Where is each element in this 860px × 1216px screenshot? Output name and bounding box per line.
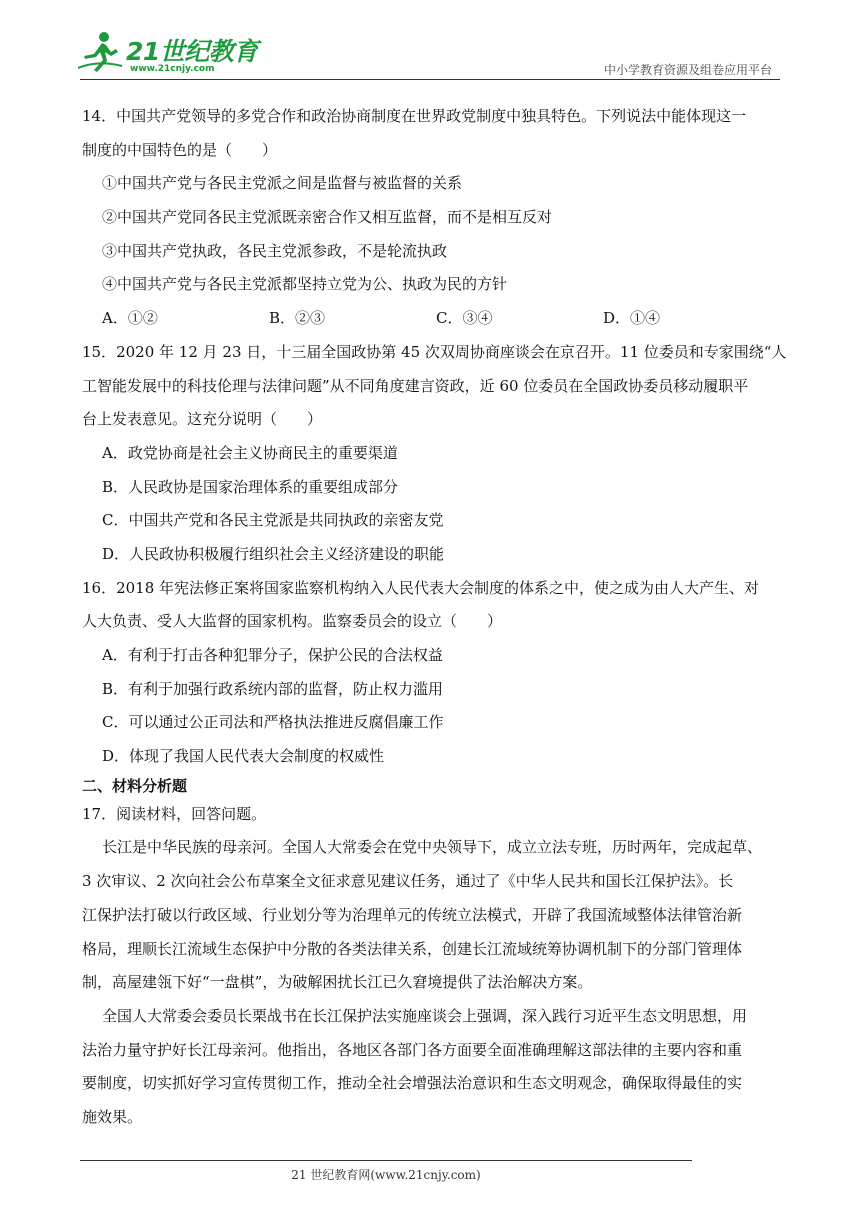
option-d: D．体现了我国人民代表大会制度的权威性 [102,747,385,766]
paragraph-line: 格局，理顺长江流域生态保护中分散的各类法律关系，创建长江流域统筹协调机制下的分部门管理体 [82,939,743,958]
header-divider [80,79,780,80]
paragraph-line: 要制度，切实抓好学习宣传贯彻工作，推动全社会增强法治意识和生态文明观念，确保取得最佳的实 [82,1074,743,1093]
runner-icon [78,30,124,74]
question-15 [82,336,787,572]
option-d: D．①④ [603,309,661,328]
option-b: B．人民政协是国家治理体系的重要组成部分 [102,477,399,496]
logo-text: 21世纪教育 [126,37,258,66]
material-paragraph-2 [82,1000,782,1135]
footer-divider [80,1160,692,1161]
option-c: C．中国共产党和各民主党派是共同执政的亲密友党 [102,511,444,530]
option-b: B．②③ [269,309,326,328]
answer-options [82,302,782,336]
logo-url: www.21cnjy.com [130,64,215,74]
page-header [0,0,860,80]
option-b: B．有利于加强行政系统内部的监督，防止权力滥用 [102,679,444,698]
question-stem: 人大负责、受人大监督的国家机构。监察委员会的设立（ ） [82,612,503,631]
paragraph-line: 长江是中华民族的母亲河。全国人大常委会在党中央领导下，成立立法专班，历时两年，完成起草、 [102,838,763,857]
statement-item: ④中国共产党与各民主党派都坚持立党为公、执政为民的方针 [102,275,508,294]
question-14 [82,100,782,336]
paragraph-line: 全国人大常委会委员长栗战书在长江保护法实施座谈会上强调，深入践行习近平生态文明思想，用 [102,1006,748,1025]
question-17-intro: 17．阅读材料，回答问题。 [82,804,267,823]
question-stem: 16．2018 年宪法修正案将国家监察机构纳入人民代表大会制度的体系之中，使之成为由人大产生、对 [82,578,760,597]
paragraph-line: 江保护法打破以行政区域、行业划分等为治理单元的传统立法模式，开辟了我国流域整体法律管治新 [82,905,743,924]
question-16 [82,572,782,774]
document-body [82,100,787,1135]
option-c: C．可以通过公正司法和严格执法推进反腐倡廉工作 [102,713,444,732]
paragraph-line: 3 次审议、2 次向社会公布草案全文征求意见建议任务，通过了《中华人民共和国长江保护法》。长 [82,872,734,891]
site-logo [78,30,268,78]
section-title: 二、材料分析题 [82,776,188,795]
question-stem: 工智能发展中的科技伦理与法律问题”从不同角度建言资政，近 60 位委员在全国政协委员移动履职平 [82,376,749,395]
statement-item: ③中国共产党执政，各民主党派参政，不是轮流执政 [102,241,448,260]
paragraph-line: 制，高屋建瓴下好“一盘棋”，为破解困扰长江已久窘境提供了法治解决方案。 [82,973,593,992]
paragraph-line: 法治力量守护好长江母亲河。他指出，各地区各部门各方面要全面准确理解这部法律的主要内容和重 [82,1040,743,1059]
question-stem: 15．2020 年 12 月 23 日，十三届全国政协第 45 次双周协商座谈会在京召开。11 位委员和专家围绕“人 [82,342,787,361]
header-platform-text: 中小学教育资源及组卷应用平台 [603,63,772,77]
material-paragraph-1 [82,831,782,999]
question-stem: 台上发表意见。这充分说明（ ） [82,410,323,429]
question-stem: 14．中国共产党领导的多党合作和政治协商制度在世界政党制度中独具特色。下列说法中能体现这一 [82,107,747,125]
option-c: C．③④ [436,309,493,328]
footer-text: 21 世纪教育网(www.21cnjy.com) [291,1168,481,1182]
statement-item: ②中国共产党同各民主党派既亲密合作又相互监督，而不是相互反对 [102,208,553,227]
option-a: A．有利于打击各种犯罪分子，保护公民的合法权益 [102,646,443,664]
option-a: A．政党协商是社会主义协商民主的重要渠道 [102,443,398,462]
option-d: D．人民政协积极履行组织社会主义经济建设的职能 [102,544,445,563]
question-stem: 制度的中国特色的是（ ） [82,140,278,159]
paragraph-line: 施效果。 [82,1107,143,1126]
option-a: A．①② [102,309,158,328]
statement-item: ①中国共产党与各民主党派之间是监督与被监督的关系 [102,174,463,193]
